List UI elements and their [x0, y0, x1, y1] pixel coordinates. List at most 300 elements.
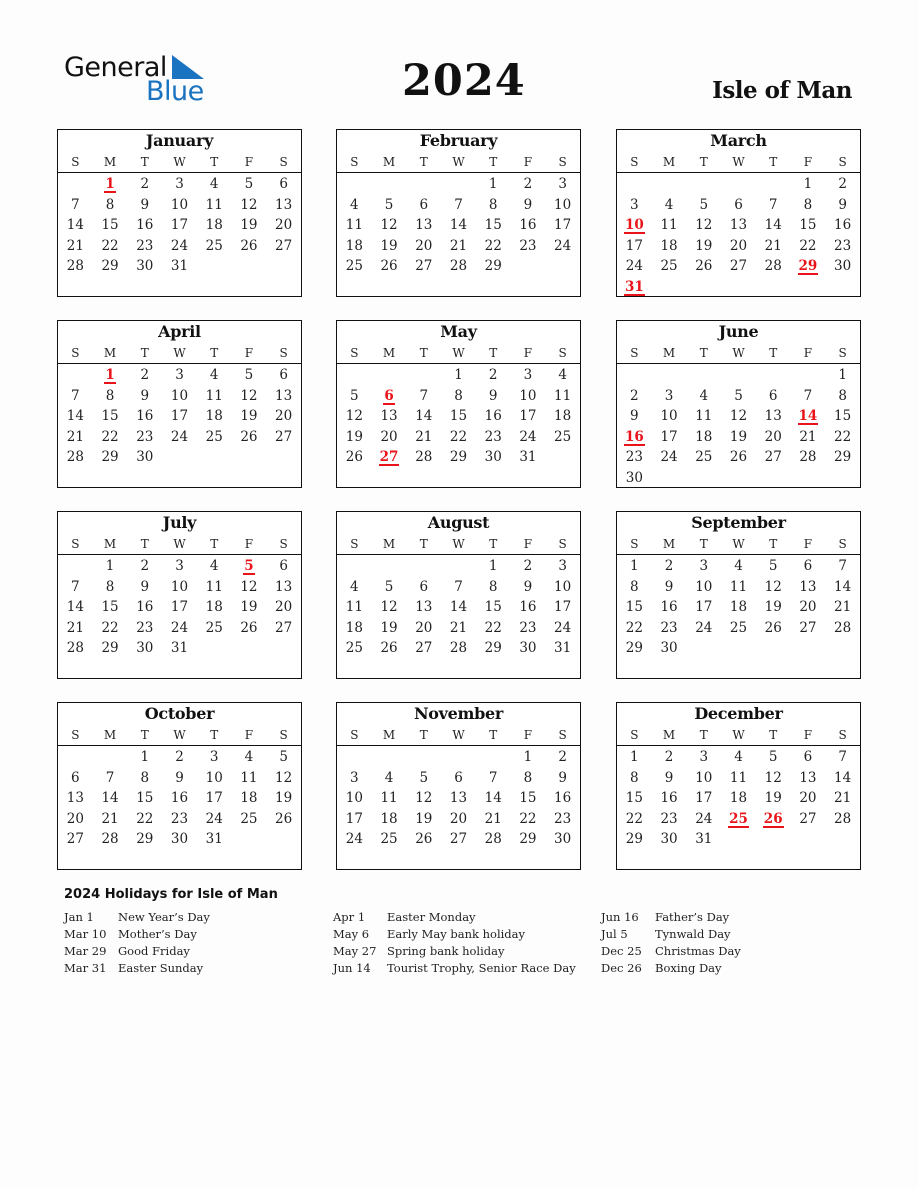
- day-cell: 25: [695, 449, 713, 466]
- day-cell: 17: [695, 599, 713, 616]
- day-cell: 3: [350, 769, 359, 786]
- month-march: [616, 129, 861, 297]
- weekday-header: [617, 725, 860, 746]
- day-cell: 17: [519, 408, 537, 425]
- month-title: December: [694, 704, 783, 723]
- holiday-day-cell: 5: [244, 558, 254, 574]
- day-cell: 2: [523, 558, 533, 574]
- day-cell: 28: [415, 449, 433, 466]
- empty-cell: [686, 174, 721, 195]
- day-cell: 22: [101, 428, 119, 445]
- holiday-row: [601, 943, 861, 960]
- day-cell: 6: [279, 176, 288, 192]
- weekday-label: W: [732, 537, 745, 551]
- month-title: February: [419, 131, 498, 150]
- day-cell: 6: [734, 196, 743, 213]
- weekday-label: T: [140, 537, 149, 551]
- day-cell: 1: [803, 176, 813, 192]
- day-grid: [58, 364, 301, 468]
- holiday-date: Mar 10: [64, 927, 107, 941]
- day-cell: 15: [449, 408, 468, 425]
- day-cell: 23: [170, 810, 189, 827]
- day-cell: 29: [834, 449, 852, 466]
- day-grid: [58, 173, 301, 277]
- day-cell: 15: [625, 599, 643, 616]
- empty-cell: [686, 365, 721, 386]
- day-cell: 11: [380, 790, 398, 807]
- day-cell: 12: [240, 196, 258, 213]
- day-cell: 19: [764, 790, 782, 807]
- holiday-name: Easter Monday: [387, 910, 476, 924]
- weekday-label: F: [803, 155, 813, 169]
- weekday-label: T: [140, 155, 149, 169]
- day-cell: 1: [838, 367, 847, 383]
- day-grid: [58, 746, 301, 850]
- day-cell: 4: [350, 196, 359, 213]
- holiday-day-cell: 31: [624, 278, 644, 295]
- month-title: October: [144, 704, 215, 723]
- month-title: July: [162, 513, 197, 532]
- day-cell: 3: [699, 749, 709, 765]
- day-cell: 31: [519, 449, 537, 466]
- month-title: April: [158, 322, 201, 341]
- day-cell: 8: [140, 769, 150, 786]
- day-cell: 6: [454, 769, 463, 786]
- day-cell: 24: [554, 619, 572, 636]
- day-cell: 25: [345, 640, 363, 657]
- day-cell: 7: [71, 387, 80, 404]
- day-cell: 13: [729, 217, 748, 234]
- holiday-day-cell: 10: [624, 217, 644, 234]
- weekday-label: T: [769, 346, 778, 360]
- day-cell: 21: [484, 810, 502, 827]
- day-cell: 24: [625, 258, 643, 275]
- day-cell: 6: [71, 769, 80, 786]
- weekday-label: S: [558, 346, 567, 360]
- holiday-date: Jul 5: [601, 927, 628, 941]
- day-cell: 25: [240, 810, 258, 827]
- empty-cell: [337, 174, 372, 195]
- day-cell: 6: [803, 558, 813, 574]
- day-cell: 29: [449, 449, 468, 466]
- holiday-row: [64, 909, 324, 926]
- day-cell: 27: [799, 619, 817, 636]
- weekday-label: F: [523, 537, 533, 551]
- empty-cell: [372, 174, 407, 195]
- day-cell: 28: [66, 640, 84, 657]
- weekday-label: S: [838, 155, 847, 169]
- day-cell: 16: [136, 599, 154, 616]
- weekday-label: S: [279, 155, 288, 169]
- empty-cell: [617, 365, 652, 386]
- weekday-label: M: [662, 537, 676, 551]
- day-cell: 1: [488, 558, 498, 574]
- day-cell: 25: [660, 258, 678, 275]
- day-cell: 7: [419, 387, 429, 404]
- weekday-label: M: [382, 155, 396, 169]
- day-cell: 8: [454, 387, 463, 404]
- holiday-name: Good Friday: [118, 944, 190, 958]
- weekday-label: T: [210, 346, 219, 360]
- holiday-row: [601, 960, 861, 977]
- day-cell: 17: [170, 217, 189, 234]
- day-cell: 30: [170, 831, 189, 848]
- day-cell: 4: [734, 749, 743, 765]
- weekday-label: F: [244, 728, 254, 742]
- empty-cell: [406, 556, 441, 577]
- day-cell: 16: [136, 217, 154, 234]
- day-cell: 7: [838, 558, 847, 574]
- day-cell: 1: [630, 749, 639, 765]
- day-cell: 17: [625, 237, 643, 254]
- holiday-row: [601, 909, 861, 926]
- holiday-row: [333, 943, 593, 960]
- weekday-label: W: [173, 155, 186, 169]
- day-cell: 17: [345, 810, 363, 827]
- empty-cell: [58, 747, 93, 768]
- weekday-label: M: [382, 346, 396, 360]
- month-title: November: [413, 704, 504, 723]
- day-cell: 27: [729, 258, 748, 275]
- holiday-date: Dec 25: [601, 944, 642, 958]
- day-cell: 25: [205, 237, 223, 254]
- empty-cell: [791, 365, 826, 386]
- weekday-label: M: [103, 155, 117, 169]
- empty-cell: [617, 174, 652, 195]
- day-cell: 9: [838, 196, 847, 213]
- weekday-label: S: [350, 346, 359, 360]
- day-cell: 3: [630, 196, 639, 213]
- day-cell: 23: [834, 237, 852, 254]
- day-cell: 22: [625, 810, 643, 827]
- holiday-row: [333, 926, 593, 943]
- day-cell: 5: [734, 387, 743, 404]
- holiday-column: [601, 909, 861, 977]
- logo-text-blue: Blue: [146, 76, 204, 107]
- day-cell: 30: [625, 469, 643, 486]
- weekday-label: F: [523, 155, 533, 169]
- day-cell: 13: [415, 599, 433, 616]
- day-cell: 26: [275, 810, 293, 827]
- weekday-header: [617, 343, 860, 364]
- day-cell: 6: [279, 558, 288, 574]
- day-cell: 10: [660, 408, 678, 425]
- day-cell: 9: [488, 387, 498, 404]
- day-cell: 12: [380, 599, 398, 616]
- day-cell: 12: [729, 408, 748, 425]
- day-cell: 21: [66, 619, 84, 636]
- day-cell: 11: [729, 578, 748, 595]
- empty-cell: [721, 365, 756, 386]
- day-cell: 21: [66, 237, 84, 254]
- day-cell: 9: [523, 196, 533, 213]
- weekday-header: [617, 152, 860, 173]
- day-cell: 26: [695, 258, 713, 275]
- month-title: January: [145, 131, 214, 150]
- day-cell: 20: [66, 810, 84, 827]
- day-cell: 14: [415, 408, 433, 425]
- day-grid: [58, 555, 301, 659]
- day-cell: 4: [209, 176, 219, 192]
- weekday-label: T: [210, 537, 219, 551]
- month-title: June: [718, 322, 759, 341]
- day-cell: 21: [834, 790, 852, 807]
- day-cell: 24: [170, 619, 189, 636]
- weekday-header: [337, 152, 580, 173]
- day-cell: 29: [101, 258, 119, 275]
- day-cell: 4: [699, 387, 709, 404]
- day-grid: [617, 173, 860, 298]
- day-cell: 27: [275, 619, 293, 636]
- day-cell: 25: [345, 258, 363, 275]
- weekday-header: [58, 534, 301, 555]
- day-cell: 9: [140, 578, 150, 595]
- weekday-label: S: [630, 728, 639, 742]
- day-cell: 27: [415, 640, 433, 657]
- holiday-name: Tynwald Day: [655, 927, 731, 941]
- day-cell: 13: [275, 196, 293, 213]
- day-cell: 15: [101, 408, 119, 425]
- empty-cell: [756, 365, 791, 386]
- day-cell: 3: [558, 558, 567, 574]
- day-cell: 7: [454, 196, 463, 213]
- day-cell: 16: [519, 217, 537, 234]
- day-cell: 14: [101, 790, 119, 807]
- day-cell: 11: [345, 599, 363, 616]
- day-cell: 2: [664, 749, 674, 765]
- holiday-date: Mar 31: [64, 961, 107, 975]
- day-cell: 20: [764, 428, 782, 445]
- day-cell: 27: [799, 810, 817, 827]
- day-cell: 2: [175, 749, 184, 765]
- day-cell: 2: [630, 387, 639, 404]
- empty-cell: [58, 174, 93, 195]
- day-cell: 24: [554, 237, 572, 254]
- holiday-day-cell: 14: [798, 408, 818, 425]
- day-cell: 10: [695, 578, 713, 595]
- holiday-row: [64, 960, 324, 977]
- weekday-label: S: [630, 537, 639, 551]
- day-cell: 9: [558, 769, 567, 786]
- day-cell: 29: [625, 640, 643, 657]
- day-cell: 23: [519, 237, 537, 254]
- day-cell: 17: [554, 599, 572, 616]
- weekday-label: T: [140, 728, 149, 742]
- day-cell: 21: [449, 619, 468, 636]
- weekday-label: W: [452, 346, 465, 360]
- day-cell: 15: [101, 217, 119, 234]
- day-cell: 13: [799, 769, 817, 786]
- day-cell: 14: [764, 217, 782, 234]
- holiday-day-cell: 1: [105, 367, 115, 383]
- weekday-label: T: [769, 155, 778, 169]
- day-cell: 7: [105, 769, 115, 786]
- holiday-date: May 6: [333, 927, 370, 941]
- holiday-row: [333, 909, 593, 926]
- day-cell: 23: [660, 810, 678, 827]
- day-cell: 8: [105, 387, 115, 404]
- day-cell: 22: [101, 237, 119, 254]
- day-cell: 2: [140, 558, 150, 574]
- day-cell: 21: [834, 599, 852, 616]
- holiday-name: New Year’s Day: [118, 910, 210, 924]
- day-cell: 24: [519, 428, 537, 445]
- day-cell: 2: [488, 367, 498, 383]
- month-december: [616, 702, 861, 870]
- weekday-header: [337, 725, 580, 746]
- day-cell: 5: [244, 367, 254, 383]
- weekday-header: [337, 343, 580, 364]
- weekday-label: M: [103, 537, 117, 551]
- weekday-label: S: [838, 537, 847, 551]
- weekday-label: T: [489, 728, 498, 742]
- weekday-label: M: [662, 346, 676, 360]
- day-cell: 22: [484, 619, 502, 636]
- weekday-label: M: [662, 728, 676, 742]
- day-cell: 24: [170, 237, 189, 254]
- day-cell: 4: [384, 769, 394, 786]
- day-cell: 29: [101, 449, 119, 466]
- day-cell: 24: [695, 619, 713, 636]
- weekday-label: S: [630, 346, 639, 360]
- holiday-date: Jan 1: [64, 910, 94, 924]
- holiday-name: Easter Sunday: [118, 961, 204, 975]
- day-cell: 18: [205, 217, 223, 234]
- empty-cell: [372, 365, 407, 386]
- day-cell: 30: [484, 449, 502, 466]
- weekday-label: F: [523, 346, 533, 360]
- day-cell: 9: [664, 769, 674, 786]
- day-cell: 19: [729, 428, 748, 445]
- day-cell: 13: [275, 578, 293, 595]
- day-cell: 2: [140, 176, 150, 192]
- empty-cell: [652, 365, 687, 386]
- day-cell: 7: [803, 387, 813, 404]
- day-cell: 19: [240, 217, 258, 234]
- day-cell: 20: [275, 217, 293, 234]
- day-cell: 18: [554, 408, 572, 425]
- day-cell: 16: [660, 599, 678, 616]
- empty-cell: [337, 747, 372, 768]
- day-cell: 20: [415, 237, 433, 254]
- weekday-header: [58, 152, 301, 173]
- day-cell: 14: [834, 578, 852, 595]
- day-cell: 10: [205, 769, 223, 786]
- country-name: Isle of Man: [712, 77, 852, 104]
- day-cell: 30: [660, 640, 678, 657]
- day-grid: [337, 555, 580, 659]
- day-cell: 19: [695, 237, 713, 254]
- day-cell: 11: [205, 196, 223, 213]
- day-cell: 8: [838, 387, 847, 404]
- day-cell: 5: [244, 176, 254, 192]
- day-cell: 30: [834, 258, 852, 275]
- weekday-label: M: [103, 728, 117, 742]
- day-cell: 8: [488, 578, 498, 595]
- day-cell: 29: [519, 831, 537, 848]
- day-cell: 28: [66, 258, 84, 275]
- day-cell: 26: [345, 449, 363, 466]
- empty-cell: [721, 174, 756, 195]
- day-cell: 10: [345, 790, 363, 807]
- day-cell: 23: [625, 449, 643, 466]
- weekday-label: S: [350, 155, 359, 169]
- day-cell: 18: [695, 428, 713, 445]
- weekday-label: S: [838, 346, 847, 360]
- day-cell: 4: [558, 367, 567, 383]
- weekday-label: F: [803, 537, 813, 551]
- weekday-label: T: [699, 346, 708, 360]
- holiday-row: [601, 926, 861, 943]
- month-september: [616, 511, 861, 679]
- day-cell: 26: [380, 258, 398, 275]
- day-cell: 14: [66, 408, 84, 425]
- day-cell: 4: [209, 558, 219, 574]
- day-cell: 1: [488, 176, 498, 192]
- day-cell: 1: [105, 558, 115, 574]
- day-cell: 31: [695, 831, 713, 848]
- day-cell: 28: [834, 810, 852, 827]
- day-cell: 19: [240, 408, 258, 425]
- day-cell: 13: [415, 217, 433, 234]
- month-october: [57, 702, 302, 870]
- day-cell: 15: [101, 599, 119, 616]
- day-cell: 8: [488, 196, 498, 213]
- holiday-row: [333, 960, 593, 977]
- weekday-label: T: [769, 537, 778, 551]
- day-cell: 21: [101, 810, 119, 827]
- day-cell: 28: [834, 619, 852, 636]
- day-cell: 17: [205, 790, 223, 807]
- day-cell: 16: [519, 599, 537, 616]
- weekday-label: F: [803, 346, 813, 360]
- day-cell: 26: [764, 619, 782, 636]
- day-cell: 12: [764, 769, 782, 786]
- weekday-label: W: [452, 155, 465, 169]
- weekday-label: T: [489, 537, 498, 551]
- weekday-label: T: [419, 537, 428, 551]
- weekday-label: T: [489, 155, 498, 169]
- weekday-label: T: [769, 728, 778, 742]
- weekday-label: M: [103, 346, 117, 360]
- day-cell: 13: [275, 387, 293, 404]
- holiday-name: Mother’s Day: [118, 927, 197, 941]
- weekday-label: S: [71, 728, 80, 742]
- day-cell: 13: [764, 408, 782, 425]
- day-grid: [617, 746, 860, 850]
- day-cell: 28: [449, 640, 468, 657]
- day-cell: 22: [449, 428, 468, 445]
- day-cell: 3: [175, 176, 184, 192]
- empty-cell: [441, 556, 476, 577]
- weekday-label: F: [244, 155, 254, 169]
- weekday-label: W: [173, 346, 186, 360]
- day-cell: 23: [484, 428, 502, 445]
- day-cell: 6: [419, 578, 429, 595]
- day-cell: 22: [101, 619, 119, 636]
- holiday-day-cell: 25: [729, 810, 748, 827]
- day-cell: 14: [484, 790, 502, 807]
- weekday-label: S: [630, 155, 639, 169]
- empty-cell: [441, 747, 476, 768]
- day-cell: 6: [279, 367, 288, 383]
- month-november: [336, 702, 581, 870]
- empty-cell: [58, 556, 93, 577]
- holiday-name: Tourist Trophy, Senior Race Day: [387, 961, 576, 975]
- day-cell: 26: [240, 237, 258, 254]
- day-cell: 28: [101, 831, 119, 848]
- day-cell: 12: [240, 387, 258, 404]
